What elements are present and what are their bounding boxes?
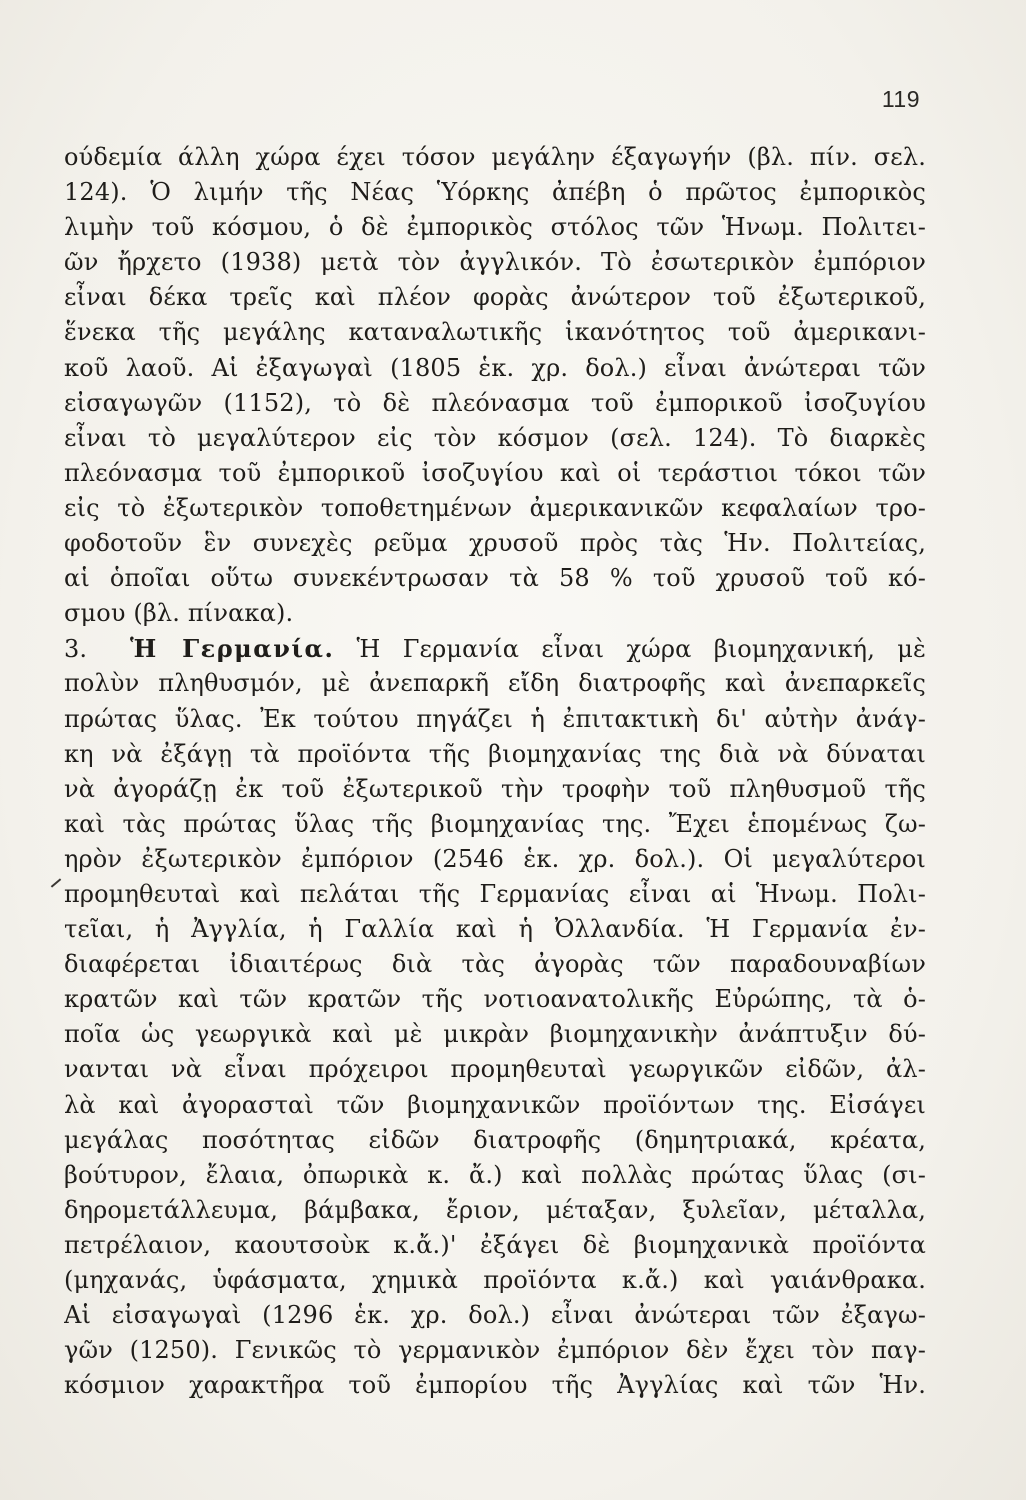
text-line: διαφέρεται ἰδιαιτέρως διὰ τὰς ἀγορὰς τῶν παραδουναβίων	[64, 950, 926, 979]
text-line: κοῦ λαοῦ. Αἱ ἐξαγωγαὶ (1805 ἑκ. χρ. δολ.) εἶναι ἀνώτεραι τῶν	[64, 353, 926, 382]
section-title: Ἡ Γερμανία.	[130, 634, 335, 664]
text-line: φοδοτοῦν ἓν συνεχὲς ρεῦμα χρυσοῦ πρὸς τὰς Ἡν. Πολιτείας,	[64, 529, 926, 558]
text-line: ἕνεκα τῆς μεγάλης καταναλωτικῆς ἱκανότητος τοῦ ἀμερικανι-	[64, 318, 926, 347]
section-number: 3.	[64, 635, 88, 664]
paragraph-usa-trade	[64, 140, 926, 631]
text-line: ηρὸν ἐξωτερικὸν ἐμπόριον (2546 ἑκ. χρ. δολ.). Οἱ μεγαλύτεροι	[64, 844, 926, 873]
text-line: αἱ ὁποῖαι οὕτω συνεκέντρωσαν τὰ 58 % τοῦ χρυσοῦ τοῦ κό-	[64, 564, 926, 593]
text-line: τεῖαι, ἡ Ἀγγλία, ἡ Γαλλία καὶ ἡ Ὀλλανδία. Ἡ Γερμανία ἐν-	[64, 915, 926, 944]
text-line: προμηθευταὶ καὶ πελάται τῆς Γερμανίας εἶναι αἱ Ἡνωμ. Πολι-	[64, 879, 926, 908]
text-line: ούδεμία άλλη χώρα έχει τόσον μεγάλην έξαγωγήν (βλ. πίν. σελ.	[64, 143, 926, 171]
body-text	[64, 140, 926, 1403]
text-line: λὰ καὶ ἀγορασταὶ τῶν βιομηχανικῶν προϊόντων της. Εἰσάγει	[64, 1090, 926, 1119]
text-line: εἶναι δέκα τρεῖς καὶ πλέον φορὰς ἀνώτερον τοῦ ἐξωτερικοῦ,	[64, 283, 926, 312]
text-line: (μηχανάς, ὑφάσματα, χημικὰ προϊόντα κ.ἄ.) καὶ γαιάνθρακα.	[64, 1266, 926, 1294]
text-line: βούτυρον, ἔλαια, ὀπωρικὰ κ. ἄ.) καὶ πολλὰς πρώτας ὕλας (σι-	[64, 1160, 926, 1189]
text-line: σμου (βλ. πίνακα).	[64, 599, 294, 628]
text-line: μεγάλας ποσότητας εἰδῶν διατροφῆς (δημητριακά, κρέατα,	[64, 1125, 926, 1154]
text-line: πλεόνασμα τοῦ ἐμπορικοῦ ἰσοζυγίου καὶ οἱ τεράστιοι τόκοι τῶν	[64, 458, 926, 487]
text-line: πρώτας ὕλας. Ἐκ τούτου πηγάζει ἡ ἐπιτακτικὴ δι' αὐτὴν ἀνάγ-	[64, 704, 926, 733]
text-line: εἰσαγωγῶν (1152), τὸ δὲ πλεόνασμα τοῦ ἐμπορικοῦ ἰσοζυγίου	[64, 388, 926, 417]
text-line: κρατῶν καὶ τῶν κρατῶν τῆς νοτιοανατολικῆς Εὐρώπης, τὰ ὁ-	[64, 985, 926, 1014]
text-line: ποῖα ὡς γεωργικὰ καὶ μὲ μικρὰν βιομηχανικὴν ἀνάπτυξιν δύ-	[64, 1020, 926, 1049]
text-line: νανται νὰ εἶναι πρόχειροι προμηθευταὶ γεωργικῶν εἰδῶν, ἀλ-	[64, 1055, 926, 1084]
text-line: Αἱ εἰσαγωγαὶ (1296 ἑκ. χρ. δολ.) εἶναι ἀνώτεραι τῶν ἐξαγω-	[64, 1301, 926, 1330]
text-line: πετρέλαιον, καουτσοὺκ κ.ἄ.)' ἐξάγει δὲ βιομηχανικὰ προϊόντα	[64, 1230, 926, 1259]
section-heading-line	[64, 631, 926, 666]
text-line: κόσμιον χαρακτῆρα τοῦ ἐμπορίου τῆς Ἀγγλίας καὶ τῶν Ἡν.	[64, 1371, 926, 1400]
text-line: γῶν (1250). Γενικῶς τὸ γερμανικὸν ἐμπόριον δὲν ἔχει τὸν παγ-	[64, 1336, 926, 1365]
text-line: νὰ ἀγοράζῃ ἐκ τοῦ ἐξωτερικοῦ τὴν τροφὴν τοῦ πληθυσμοῦ τῆς	[64, 774, 926, 803]
text-line: κη νὰ ἐξάγῃ τὰ προϊόντα τῆς βιομηχανίας της διὰ νὰ δύναται	[64, 739, 926, 768]
margin-mark	[51, 878, 61, 887]
section-first-line: Ἡ Γερμανία εἶναι χώρα βιομηχανική, μὲ	[356, 635, 926, 664]
text-line: ῶν ἤρχετο (1938) μετὰ τὸν ἀγγλικόν. Τὸ ἐσωτερικὸν ἐμπόριον	[64, 248, 926, 277]
section-germany	[64, 631, 926, 1403]
text-line: λιμὴν τοῦ κόσμου, ὁ δὲ ἐμπορικὸς στόλος τῶν Ἡνωμ. Πολιτει-	[64, 213, 926, 242]
page-number: 119	[881, 86, 920, 112]
text-line: καὶ τὰς πρώτας ὕλας τῆς βιομηχανίας της. Ἔχει ἑπομένως ζω-	[64, 809, 926, 838]
text-line: εἰς τὸ ἐξωτερικὸν τοποθετημένων ἀμερικανικῶν κεφαλαίων τρο-	[64, 493, 926, 522]
text-line: πολὺν πληθυσμόν, μὲ ἀνεπαρκῆ εἴδη διατροφῆς καὶ ἀνεπαρκεῖς	[64, 669, 926, 698]
text-line: 124). Ὁ λιμήν τῆς Νέας Ὑόρκης ἀπέβη ὁ πρῶτος ἐμπορικὸς	[64, 178, 926, 207]
text-line: δηρομετάλλευμα, βάμβακα, ἔριον, μέταξαν, ξυλεῖαν, μέταλλα,	[64, 1195, 926, 1224]
text-line: εἶναι τὸ μεγαλύτερον εἰς τὸν κόσμον (σελ. 124). Τὸ διαρκὲς	[64, 423, 926, 452]
